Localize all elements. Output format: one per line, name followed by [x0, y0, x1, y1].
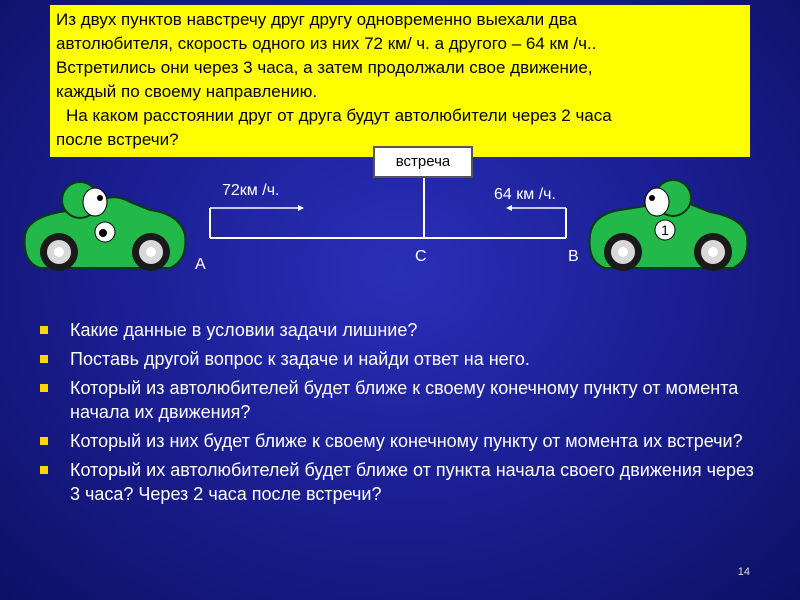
bullet-icon — [40, 437, 48, 445]
question-text: Который из них будет ближе к своему конечному пункту от момента их встречи? — [70, 431, 743, 451]
car-right-icon — [590, 180, 748, 271]
problem-line: Из двух пунктов навстречу друг другу одновременно выехали два — [56, 10, 577, 29]
list-item — [40, 347, 760, 371]
list-item — [40, 458, 760, 506]
list-item — [40, 429, 760, 453]
point-c-label: С — [415, 248, 427, 265]
question-text: Который из автолюбителей будет ближе к своему конечному пункту от момента начала их движения? — [70, 378, 739, 422]
problem-line: каждый по своему направлению. — [56, 82, 318, 101]
problem-line: Встретились они через 3 часа, а затем продолжали свое движение, — [56, 58, 593, 77]
question-text: Какие данные в условии задачи лишние? — [70, 320, 418, 340]
problem-line: после встречи? — [56, 130, 179, 149]
svg-text:1: 1 — [661, 222, 669, 238]
question-text: Который их автолюбителей будет ближе от пункта начала своего движения через 3 часа? Через 2 часа после встречи? — [70, 460, 754, 504]
bullet-icon — [40, 355, 48, 363]
page-number: 14 — [737, 566, 750, 578]
speed-right-label: 64 км /ч. — [494, 186, 556, 203]
arrow-right-icon — [210, 205, 304, 211]
list-item — [40, 318, 760, 342]
arrow-left-icon — [506, 205, 566, 211]
car-left-icon — [25, 182, 186, 271]
list-item — [40, 376, 760, 424]
point-a-label: А — [195, 256, 206, 273]
bullet-icon — [40, 466, 48, 474]
question-text: Поставь другой вопрос к задаче и найди ответ на него. — [70, 349, 530, 369]
bullet-icon — [40, 384, 48, 392]
problem-line: автолюбителя, скорость одного из них 72 км/ ч. а другого – 64 км /ч.. — [56, 34, 597, 53]
point-b-label: В — [568, 248, 579, 265]
speed-left-label: 72км /ч. — [222, 182, 280, 199]
problem-question: На каком расстоянии друг от друга будут автолюбители через 2 часа — [66, 106, 612, 125]
bullet-icon — [40, 326, 48, 334]
meet-label: встреча — [373, 146, 473, 178]
question-list — [40, 318, 760, 511]
problem-text — [56, 8, 746, 152]
